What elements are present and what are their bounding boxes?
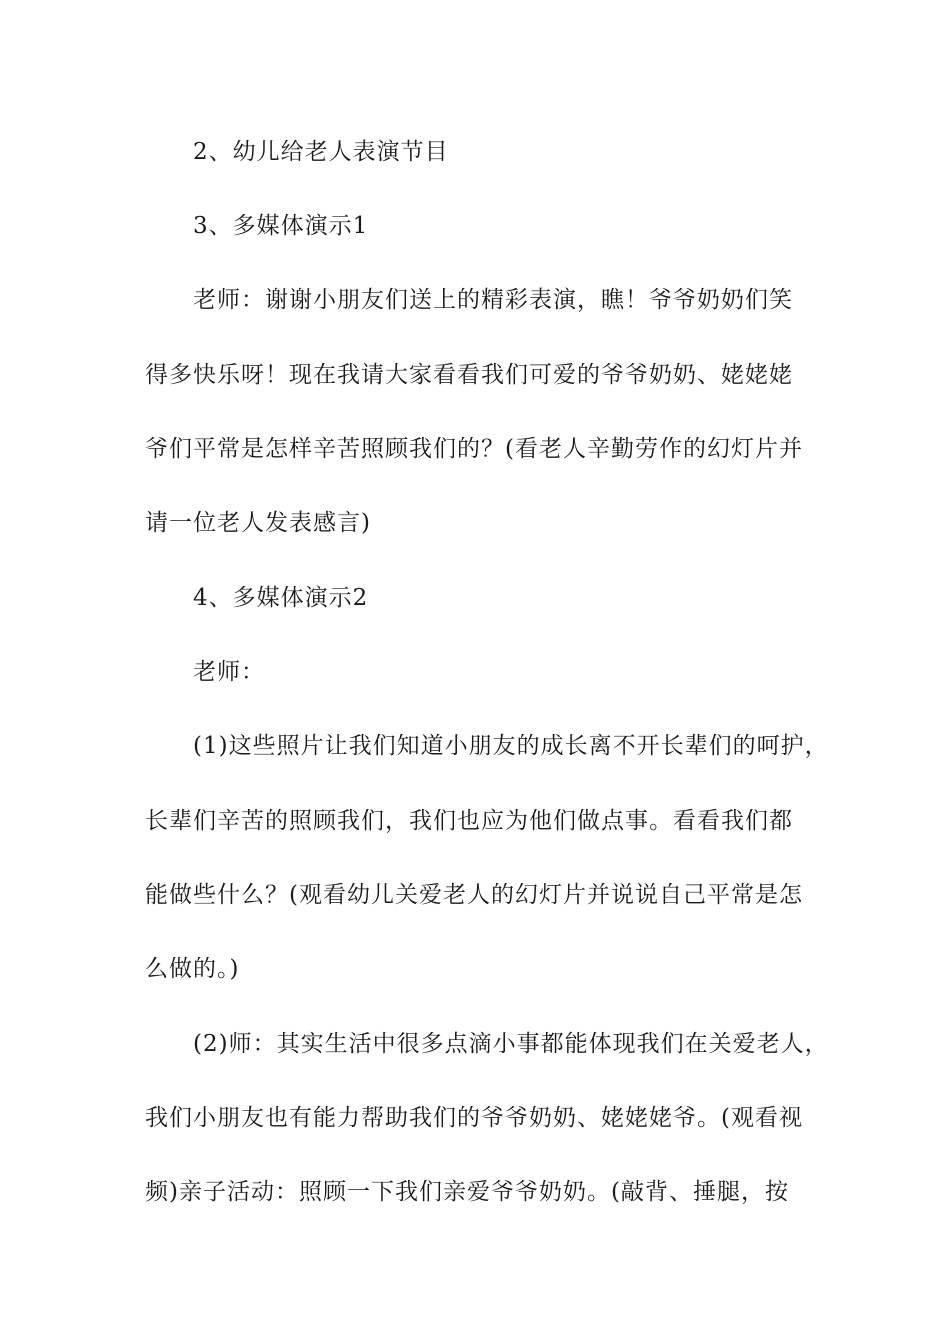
item-4-heading: 4、多媒体演示2	[193, 585, 369, 611]
paragraph-line: 我们小朋友也有能力帮助我们的爷爷奶奶、姥姥姥爷。(观看视	[145, 1105, 803, 1131]
paragraph-line: 得多快乐呀！现在我请大家看看我们可爱的爷爷奶奶、姥姥姥	[145, 362, 793, 388]
paragraph-line: 频)亲子活动：照顾一下我们亲爱爷爷奶奶。(敲背、捶腿，按	[145, 1179, 789, 1205]
paragraph-line: 老师：谢谢小朋友们送上的精彩表演，瞧！爷爷奶奶们笑	[193, 287, 793, 313]
paragraph-line: (1)这些照片让我们知道小朋友的成长离不开长辈们的呵护，	[193, 733, 829, 759]
paragraph-line: 么做的。)	[145, 956, 240, 982]
paragraph-line: 能做些什么？(观看幼儿关爱老人的幻灯片并说说自己平常是怎	[145, 882, 803, 908]
item-3-heading: 3、多媒体演示1	[193, 213, 369, 239]
paragraph-line: 长辈们辛苦的照顾我们，我们也应为他们做点事。看看我们都	[145, 808, 793, 834]
paragraph-line: (2)师：其实生活中很多点滴小事都能体现我们在关爱老人，	[193, 1031, 829, 1057]
paragraph-line: 请一位老人发表感言)	[145, 510, 371, 536]
item-2-heading: 2、幼儿给老人表演节目	[193, 139, 449, 165]
paragraph-line: 老师：	[193, 659, 265, 685]
paragraph-line: 爷们平常是怎样辛苦照顾我们的？(看老人辛勤劳作的幻灯片并	[145, 436, 803, 462]
